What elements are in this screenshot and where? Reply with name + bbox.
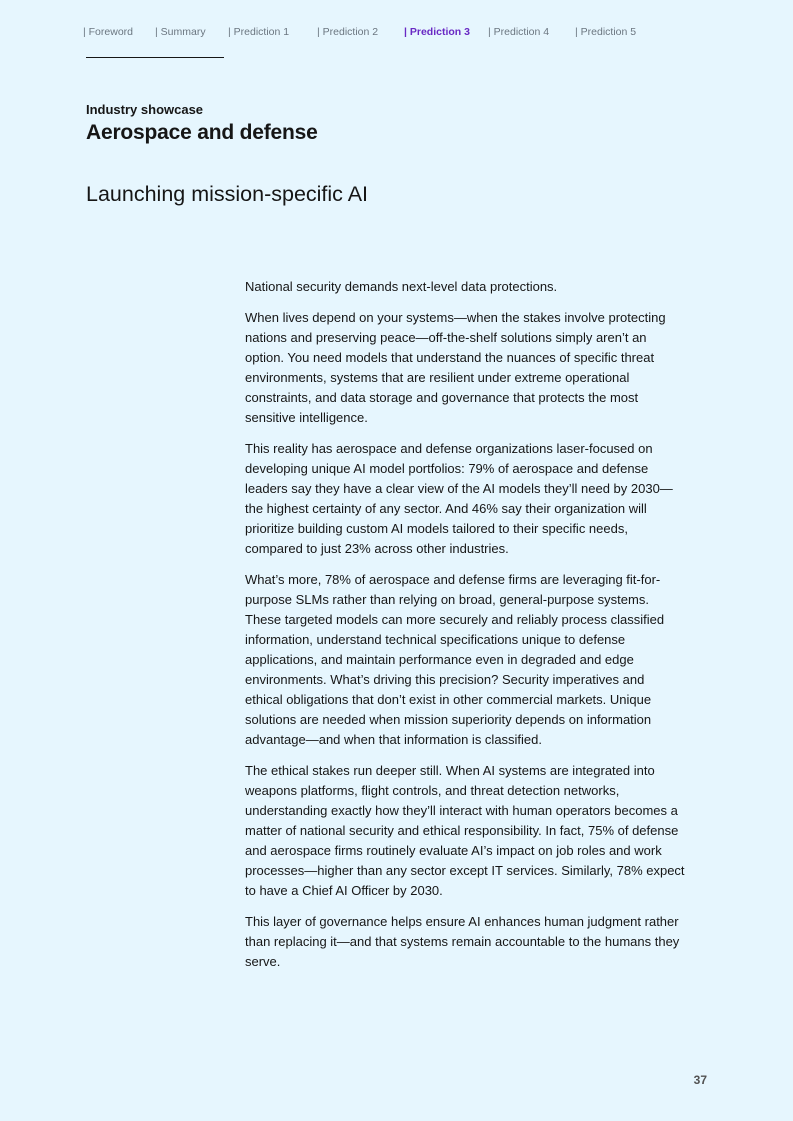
body-paragraph: This layer of governance helps ensure AI enhances human judgment rather than replacing it—and that systems remain accountable to the humans they serve. <box>245 914 680 969</box>
page-title: Aerospace and defense <box>86 121 318 144</box>
nav-item-foreword[interactable]: | Foreword <box>83 26 133 38</box>
body-paragraph: What’s more, 78% of aerospace and defense firms are leveraging fit-for-purpose SLMs rather than relying on broad, general-purpose systems. These targeted models can more securely and reliably process classified information, understand technical specifications unique to defense applications, and maintain performance even in degraded and edge environments. What’s driving this precision? Security imperatives and ethical obligations that don’t exist in other commercial markets. Unique solutions are needed when mission superiority depends on information advantage—and when that information is classified. <box>245 572 665 747</box>
nav-item-summary[interactable]: | Summary <box>155 26 206 38</box>
nav-item-prediction-2[interactable]: | Prediction 2 <box>317 26 379 38</box>
body-paragraph: When lives depend on your systems—when the stakes involve protecting nations and preserving peace—off-the-shelf solutions simply aren’t an option. You need models that understand the nuances of specific threat environments, systems that are resilient under extreme operational constraints, and data storage and governance that protects the most sensitive intelligence. <box>245 310 666 425</box>
nav-item-prediction-1[interactable]: | Prediction 1 <box>228 26 290 38</box>
nav-item-prediction-4[interactable]: | Prediction 4 <box>488 26 550 38</box>
body-text <box>245 277 685 983</box>
nav-item-prediction-5[interactable]: | Prediction 5 <box>575 26 637 38</box>
section-nav <box>0 26 793 40</box>
page-number: 37 <box>693 1073 707 1087</box>
body-paragraph: National security demands next-level data protections. <box>245 279 558 294</box>
section-eyebrow: Industry showcase <box>86 102 204 117</box>
nav-item-prediction-3[interactable]: | Prediction 3 <box>404 26 470 38</box>
body-paragraph: The ethical stakes run deeper still. When AI systems are integrated into weapons platforms, flight controls, and threat detection networks, understanding exactly how they’ll interact with human operators becomes a matter of national security and ethical responsibility. In fact, 75% of defense and aerospace firms routinely evaluate AI’s impact on job roles and work processes—higher than any sector except IT services. Similarly, 78% expect to have a Chief AI Officer by 2030. <box>245 763 685 898</box>
nav-divider <box>86 57 224 58</box>
page-subtitle: Launching mission-specific AI <box>86 182 369 206</box>
body-paragraph: This reality has aerospace and defense organizations laser-focused on developing unique AI model portfolios: 79% of aerospace and defense leaders say they have a clear view of the AI models they’ll need by 2030—the highest certainty of any sector. And 46% say their organization will prioritize building custom AI models tailored to their specific needs, compared to just 23% across other industries. <box>245 441 673 556</box>
